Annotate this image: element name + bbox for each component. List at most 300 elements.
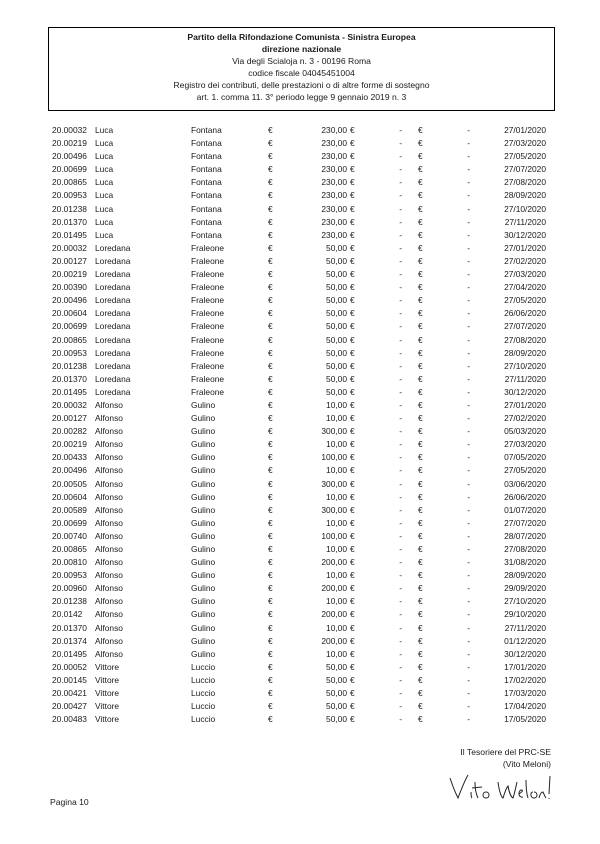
amount: 10,00	[326, 491, 347, 502]
amount-services: -	[399, 478, 402, 489]
currency-symbol: €	[350, 321, 355, 332]
first-name: Alfonso	[95, 426, 123, 437]
currency-symbol: €	[350, 255, 355, 266]
currency-symbol: €	[268, 609, 273, 620]
currency-symbol: €	[268, 426, 273, 437]
amount: 50,00	[326, 386, 347, 397]
last-name: Luccio	[191, 674, 216, 685]
currency-symbol: €	[350, 714, 355, 725]
currency-symbol: €	[268, 269, 273, 280]
date: 17/04/2020	[504, 701, 546, 712]
receipt-id: 20.00052	[52, 661, 87, 672]
last-name: Gulino	[191, 609, 216, 620]
date: 27/02/2020	[504, 413, 546, 424]
currency-symbol: €	[418, 216, 423, 227]
first-name: Alfonso	[95, 583, 123, 594]
currency-symbol: €	[350, 504, 355, 515]
table-row	[52, 281, 552, 294]
amount: 200,00	[321, 557, 347, 568]
first-name: Luca	[95, 151, 114, 162]
date: 01/12/2020	[504, 635, 546, 646]
table-row	[52, 347, 552, 360]
receipt-id: 20.00127	[52, 413, 87, 424]
currency-symbol: €	[350, 308, 355, 319]
amount-services: -	[399, 308, 402, 319]
currency-symbol: €	[268, 661, 273, 672]
currency-symbol: €	[418, 674, 423, 685]
legal-reference: art. 1. comma 11. 3° periodo legge 9 gennaio 2019 n. 3	[196, 92, 407, 102]
amount-other: -	[467, 125, 470, 135]
amount: 300,00	[321, 478, 347, 489]
currency-symbol: €	[268, 164, 273, 175]
amount-services: -	[399, 465, 402, 476]
currency-symbol: €	[268, 321, 273, 332]
currency-symbol: €	[350, 517, 355, 528]
amount-services: -	[399, 321, 402, 332]
currency-symbol: €	[268, 151, 273, 162]
first-name: Alfonso	[95, 504, 123, 515]
amount-other: -	[467, 688, 470, 699]
currency-symbol: €	[350, 190, 355, 201]
last-name: Gulino	[191, 399, 216, 410]
amount-services: -	[399, 216, 402, 227]
first-name: Loredana	[95, 347, 131, 358]
amount-services: -	[399, 570, 402, 581]
amount-services: -	[399, 622, 402, 633]
table-row	[52, 334, 552, 347]
treasurer-name: (Vito Meloni)	[502, 759, 551, 769]
receipt-id: 20.00219	[52, 439, 87, 450]
table-row	[52, 478, 552, 491]
receipt-id: 20.00810	[52, 557, 87, 568]
amount-services: -	[399, 229, 402, 240]
receipt-id: 20.00604	[52, 491, 87, 502]
currency-symbol: €	[418, 229, 423, 240]
currency-symbol: €	[350, 373, 355, 384]
last-name: Gulino	[191, 478, 216, 489]
first-name: Luca	[95, 190, 114, 201]
date: 01/07/2020	[504, 504, 546, 515]
currency-symbol: €	[418, 465, 423, 476]
first-name: Alfonso	[95, 465, 123, 476]
date: 27/10/2020	[504, 596, 546, 607]
currency-symbol: €	[418, 452, 423, 463]
table-row	[52, 163, 552, 176]
currency-symbol: €	[350, 295, 355, 306]
amount-services: -	[399, 242, 402, 253]
amount-other: -	[467, 622, 470, 633]
amount-other: -	[467, 583, 470, 594]
first-name: Alfonso	[95, 530, 123, 541]
amount-other: -	[467, 544, 470, 554]
first-name: Alfonso	[95, 413, 123, 424]
amount: 230,00	[321, 203, 347, 214]
currency-symbol: €	[418, 347, 423, 358]
table-row	[52, 294, 552, 307]
table-row	[52, 608, 552, 621]
first-name: Loredana	[95, 373, 131, 384]
amount-services: -	[399, 452, 402, 463]
date: 26/06/2020	[504, 308, 546, 319]
currency-symbol: €	[268, 674, 273, 685]
receipt-id: 20.00589	[52, 504, 87, 515]
amount: 230,00	[321, 138, 347, 149]
date: 29/10/2020	[504, 609, 546, 620]
amount-services: -	[399, 688, 402, 699]
amount: 230,00	[321, 229, 347, 240]
currency-symbol: €	[268, 203, 273, 214]
amount-services: -	[399, 413, 402, 424]
amount-other: -	[467, 596, 470, 607]
amount: 50,00	[326, 347, 347, 358]
first-name: Loredana	[95, 334, 131, 345]
first-name: Alfonso	[95, 491, 123, 502]
receipt-id: 20.01495	[52, 229, 87, 240]
currency-symbol: €	[350, 688, 355, 699]
receipt-id: 20.00496	[52, 465, 87, 476]
table-row	[52, 517, 552, 530]
date: 27/08/2020	[504, 544, 546, 554]
amount-other: -	[467, 308, 470, 319]
date: 27/05/2020	[504, 151, 546, 162]
amount-services: -	[399, 426, 402, 437]
table-row	[52, 713, 552, 726]
last-name: Fontana	[191, 125, 222, 135]
first-name: Loredana	[95, 242, 131, 253]
amount-services: -	[399, 530, 402, 541]
currency-symbol: €	[418, 491, 423, 502]
currency-symbol: €	[350, 439, 355, 450]
currency-symbol: €	[268, 229, 273, 240]
currency-symbol: €	[418, 583, 423, 594]
amount-other: -	[467, 203, 470, 214]
last-name: Gulino	[191, 491, 216, 502]
register-title: Registro dei contributi, delle prestazioni o di altre forme di sostegno	[173, 80, 430, 90]
amount-other: -	[467, 674, 470, 685]
amount-other: -	[467, 282, 470, 293]
last-name: Gulino	[191, 530, 216, 541]
receipt-id: 20.00032	[52, 125, 87, 135]
table-row	[52, 203, 552, 216]
last-name: Gulino	[191, 544, 216, 554]
amount-services: -	[399, 125, 402, 135]
receipt-id: 20.00219	[52, 138, 87, 149]
currency-symbol: €	[418, 399, 423, 410]
amount-services: -	[399, 295, 402, 306]
currency-symbol: €	[268, 295, 273, 306]
receipt-id: 20.00433	[52, 452, 87, 463]
receipt-id: 20.00865	[52, 544, 87, 554]
receipt-id: 20.00960	[52, 583, 87, 594]
amount-other: -	[467, 452, 470, 463]
receipt-id: 20.00865	[52, 177, 87, 188]
receipt-id: 20.00865	[52, 334, 87, 345]
first-name: Luca	[95, 177, 114, 188]
first-name: Alfonso	[95, 452, 123, 463]
receipt-id: 20.01370	[52, 216, 87, 227]
first-name: Vittore	[95, 701, 120, 712]
currency-symbol: €	[350, 229, 355, 240]
amount-services: -	[399, 269, 402, 280]
last-name: Gulino	[191, 570, 216, 581]
table-row	[52, 504, 552, 517]
currency-symbol: €	[350, 452, 355, 463]
amount-services: -	[399, 504, 402, 515]
date: 26/06/2020	[504, 491, 546, 502]
amount: 200,00	[321, 635, 347, 646]
receipt-id: 20.00699	[52, 321, 87, 332]
document-header	[48, 27, 555, 111]
amount-services: -	[399, 661, 402, 672]
first-name: Alfonso	[95, 609, 123, 620]
amount: 230,00	[321, 151, 347, 162]
receipt-id: 20.00390	[52, 282, 87, 293]
table-row	[52, 242, 552, 255]
page-number: Pagina 10	[50, 797, 89, 807]
currency-symbol: €	[268, 399, 273, 410]
receipt-id: 20.01495	[52, 386, 87, 397]
last-name: Fontana	[191, 164, 222, 175]
last-name: Fraleone	[191, 255, 225, 266]
amount: 230,00	[321, 190, 347, 201]
currency-symbol: €	[350, 413, 355, 424]
currency-symbol: €	[268, 439, 273, 450]
amount-services: -	[399, 439, 402, 450]
currency-symbol: €	[350, 360, 355, 371]
currency-symbol: €	[268, 413, 273, 424]
contributions-table	[52, 124, 552, 726]
amount-other: -	[467, 386, 470, 397]
currency-symbol: €	[268, 517, 273, 528]
date: 03/06/2020	[504, 478, 546, 489]
currency-symbol: €	[418, 295, 423, 306]
date: 27/03/2020	[504, 138, 546, 149]
first-name: Luca	[95, 138, 114, 149]
amount-other: -	[467, 478, 470, 489]
date: 17/02/2020	[504, 674, 546, 685]
currency-symbol: €	[418, 530, 423, 541]
amount-services: -	[399, 255, 402, 266]
receipt-id: 20.01495	[52, 648, 87, 659]
currency-symbol: €	[268, 255, 273, 266]
currency-symbol: €	[268, 622, 273, 633]
amount: 50,00	[326, 282, 347, 293]
table-row	[52, 464, 552, 477]
amount-other: -	[467, 216, 470, 227]
amount-other: -	[467, 413, 470, 424]
receipt-id: 20.00496	[52, 295, 87, 306]
table-row	[52, 569, 552, 582]
amount-other: -	[467, 648, 470, 659]
last-name: Gulino	[191, 622, 216, 633]
last-name: Fontana	[191, 190, 222, 201]
amount: 50,00	[326, 373, 347, 384]
amount: 10,00	[326, 439, 347, 450]
currency-symbol: €	[418, 334, 423, 345]
currency-symbol: €	[268, 216, 273, 227]
amount: 230,00	[321, 177, 347, 188]
last-name: Gulino	[191, 517, 216, 528]
currency-symbol: €	[418, 255, 423, 266]
last-name: Fontana	[191, 229, 222, 240]
currency-symbol: €	[418, 557, 423, 568]
date: 27/01/2020	[504, 399, 546, 410]
first-name: Alfonso	[95, 596, 123, 607]
currency-symbol: €	[268, 242, 273, 253]
date: 27/05/2020	[504, 465, 546, 476]
table-row	[52, 595, 552, 608]
currency-symbol: €	[268, 530, 273, 541]
currency-symbol: €	[268, 504, 273, 515]
currency-symbol: €	[268, 177, 273, 188]
last-name: Fraleone	[191, 308, 225, 319]
currency-symbol: €	[350, 661, 355, 672]
currency-symbol: €	[268, 570, 273, 581]
amount-services: -	[399, 177, 402, 188]
date: 17/05/2020	[504, 714, 546, 725]
amount: 10,00	[326, 544, 347, 554]
amount: 230,00	[321, 216, 347, 227]
table-row	[52, 635, 552, 648]
amount-services: -	[399, 491, 402, 502]
first-name: Alfonso	[95, 399, 123, 410]
first-name: Alfonso	[95, 439, 123, 450]
table-row	[52, 216, 552, 229]
amount: 10,00	[326, 596, 347, 607]
currency-symbol: €	[268, 360, 273, 371]
receipt-id: 20.01370	[52, 622, 87, 633]
receipt-id: 20.01238	[52, 360, 87, 371]
amount-other: -	[467, 465, 470, 476]
date: 05/03/2020	[504, 426, 546, 437]
amount-services: -	[399, 203, 402, 214]
currency-symbol: €	[418, 203, 423, 214]
receipt-id: 20.00427	[52, 701, 87, 712]
first-name: Vittore	[95, 661, 120, 672]
amount-services: -	[399, 190, 402, 201]
currency-symbol: €	[268, 583, 273, 594]
currency-symbol: €	[350, 177, 355, 188]
first-name: Alfonso	[95, 557, 123, 568]
currency-symbol: €	[418, 504, 423, 515]
amount-other: -	[467, 360, 470, 371]
receipt-id: 20.00032	[52, 242, 87, 253]
currency-symbol: €	[268, 334, 273, 345]
amount-other: -	[467, 504, 470, 515]
amount-other: -	[467, 491, 470, 502]
amount: 50,00	[326, 661, 347, 672]
currency-symbol: €	[268, 714, 273, 725]
currency-symbol: €	[418, 596, 423, 607]
date: 27/08/2020	[504, 334, 546, 345]
last-name: Fraleone	[191, 373, 225, 384]
last-name: Luccio	[191, 714, 216, 725]
currency-symbol: €	[268, 701, 273, 712]
table-row	[52, 150, 552, 163]
amount: 300,00	[321, 504, 347, 515]
amount-services: -	[399, 635, 402, 646]
receipt-id: 20.00953	[52, 347, 87, 358]
amount-services: -	[399, 386, 402, 397]
amount-other: -	[467, 334, 470, 345]
first-name: Alfonso	[95, 622, 123, 633]
first-name: Luca	[95, 229, 114, 240]
amount-other: -	[467, 255, 470, 266]
currency-symbol: €	[418, 701, 423, 712]
amount-services: -	[399, 373, 402, 384]
currency-symbol: €	[268, 465, 273, 476]
first-name: Luca	[95, 203, 114, 214]
amount-services: -	[399, 282, 402, 293]
amount-services: -	[399, 557, 402, 568]
last-name: Fraleone	[191, 360, 225, 371]
last-name: Luccio	[191, 688, 216, 699]
currency-symbol: €	[418, 517, 423, 528]
currency-symbol: €	[268, 373, 273, 384]
amount-services: -	[399, 544, 402, 554]
amount: 10,00	[326, 570, 347, 581]
amount-other: -	[467, 190, 470, 201]
currency-symbol: €	[418, 478, 423, 489]
receipt-id: 20.00953	[52, 190, 87, 201]
currency-symbol: €	[268, 635, 273, 646]
treasurer-block	[420, 746, 551, 770]
first-name: Loredana	[95, 360, 131, 371]
date: 07/05/2020	[504, 452, 546, 463]
first-name: Luca	[95, 125, 114, 135]
currency-symbol: €	[350, 125, 355, 135]
last-name: Fontana	[191, 151, 222, 162]
amount: 10,00	[326, 648, 347, 659]
currency-symbol: €	[350, 701, 355, 712]
currency-symbol: €	[418, 439, 423, 450]
amount-other: -	[467, 557, 470, 568]
currency-symbol: €	[350, 386, 355, 397]
amount-services: -	[399, 138, 402, 149]
currency-symbol: €	[350, 399, 355, 410]
amount: 200,00	[321, 583, 347, 594]
date: 17/01/2020	[504, 661, 546, 672]
amount-services: -	[399, 674, 402, 685]
amount: 50,00	[326, 334, 347, 345]
first-name: Loredana	[95, 255, 131, 266]
address: Via degli Scialoja n. 3 - 00196 Roma	[232, 56, 371, 66]
amount-other: -	[467, 635, 470, 646]
amount: 200,00	[321, 609, 347, 620]
currency-symbol: €	[350, 530, 355, 541]
currency-symbol: €	[268, 544, 273, 554]
receipt-id: 20.00740	[52, 530, 87, 541]
treasurer-title: Il Tesoriere del PRC-SE	[460, 747, 551, 757]
amount-other: -	[467, 151, 470, 162]
amount-other: -	[467, 517, 470, 528]
amount-services: -	[399, 347, 402, 358]
amount-other: -	[467, 295, 470, 306]
last-name: Gulino	[191, 596, 216, 607]
first-name: Loredana	[95, 321, 131, 332]
table-row	[52, 320, 552, 333]
table-row	[52, 674, 552, 687]
receipt-id: 20.00219	[52, 269, 87, 280]
date: 27/07/2020	[504, 517, 546, 528]
currency-symbol: €	[268, 688, 273, 699]
currency-symbol: €	[350, 544, 355, 554]
amount: 50,00	[326, 714, 347, 725]
last-name: Gulino	[191, 439, 216, 450]
currency-symbol: €	[418, 544, 423, 554]
amount-other: -	[467, 609, 470, 620]
amount-services: -	[399, 164, 402, 175]
